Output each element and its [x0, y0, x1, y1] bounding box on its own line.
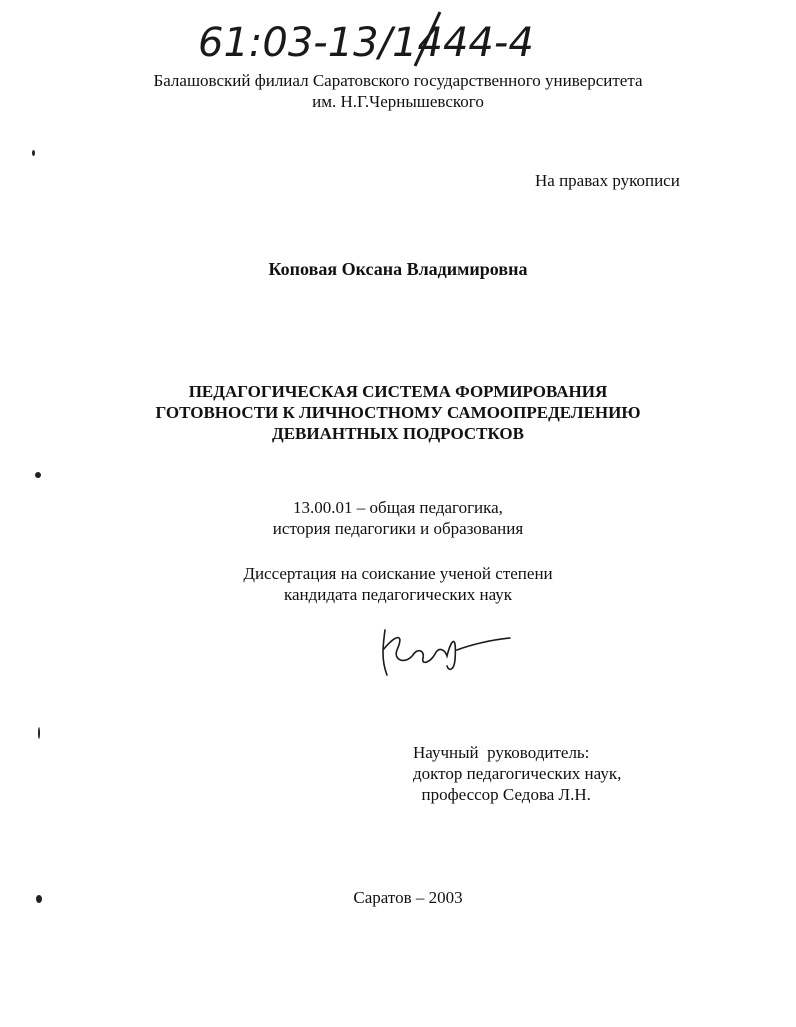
thesis-degree-block — [0, 563, 796, 605]
city-year: Саратов – 2003 — [353, 888, 463, 907]
institution-block — [0, 70, 796, 112]
specialty-line-1: 13.00.01 – общая педагогика, — [293, 498, 503, 517]
scan-speck — [38, 727, 40, 739]
scientific-advisor-block — [413, 742, 621, 805]
archive-number-text: 61:03-13/1444-4 — [198, 20, 534, 66]
thesis-line-2: кандидата педагогических наук — [283, 585, 513, 604]
dissertation-title — [0, 381, 796, 444]
handwritten-archive-number — [190, 8, 600, 68]
author-name: Коповая Оксана Владимировна — [268, 259, 528, 279]
advisor-line-1: Научный руководитель: — [413, 743, 590, 762]
scan-speck — [35, 472, 41, 478]
institution-line-2: им. Н.Г.Чернышевского — [312, 92, 484, 111]
advisor-line-2: доктор педагогических наук, — [413, 764, 622, 783]
institution-line-1: Балашовский филиал Саратовского государственного университета — [153, 71, 643, 90]
thesis-line-1: Диссертация на соискание ученой степени — [243, 564, 553, 583]
specialty-line-2: история педагогики и образования — [272, 519, 524, 538]
title-line-1: ПЕДАГОГИЧЕСКАЯ СИСТЕМА ФОРМИРОВАНИЯ — [188, 382, 608, 401]
scan-speck — [36, 895, 42, 903]
title-line-2: ГОТОВНОСТИ К ЛИЧНОСТНОМУ САМООПРЕДЕЛЕНИЮ — [155, 403, 641, 422]
advisor-line-3: профессор Седова Л.Н. — [413, 785, 591, 804]
title-line-3: ДЕВИАНТНЫХ ПОДРОСТКОВ — [272, 424, 524, 443]
specialty-block — [0, 497, 796, 539]
author-signature — [375, 620, 515, 680]
rights-note: На правах рукописи — [535, 171, 680, 190]
scan-speck — [32, 150, 35, 156]
